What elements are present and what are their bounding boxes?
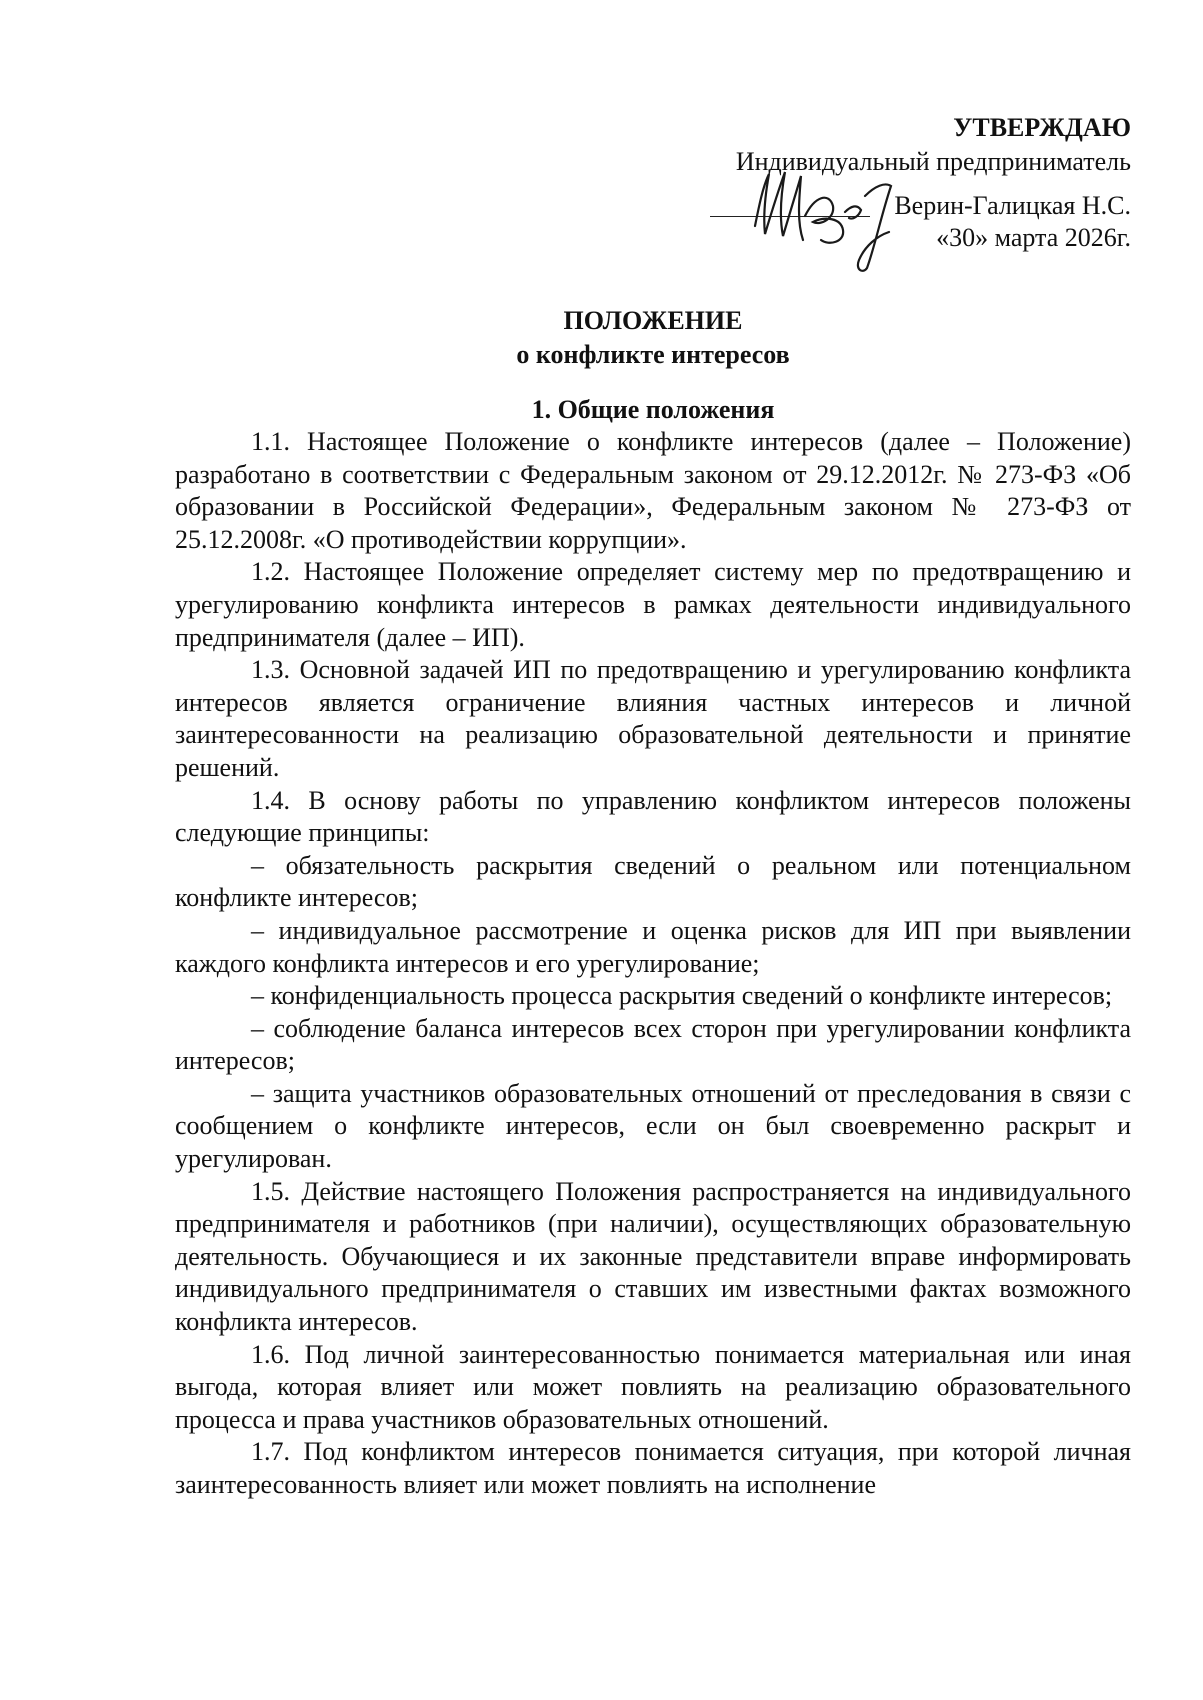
- paragraph: 1.6. Под личной заинтересованностью понимается материальная или иная выгода, которая влияет или может повлиять на реализацию образовательного процесса и права участников образовательных отношений.: [175, 1339, 1131, 1434]
- approval-title: УТВЕРЖДАЮ: [953, 113, 1131, 142]
- paragraph: 1.7. Под конфликтом интересов понимается ситуация, при которой личная заинтересованность влияет или может повлиять на исполнение: [175, 1437, 1131, 1499]
- approval-block: [175, 112, 1131, 252]
- list-item: – индивидуальное рассмотрение и оценка рисков для ИП при выявлении каждого конфликта интересов и его урегулирование;: [175, 915, 1131, 978]
- paragraph: 1.2. Настоящее Положение определяет систему мер по предотвращению и урегулированию конфликта интересов в рамках деятельности индивидуального предпринимателя (далее – ИП).: [175, 557, 1131, 652]
- approval-position: Индивидуальный предприниматель: [735, 147, 1131, 176]
- list-item: – конфиденциальность процесса раскрытия сведений о конфликте интересов;: [251, 981, 1113, 1011]
- paragraph: 1.4. В основу работы по управлению конфликтом интересов положены следующие принципы:: [175, 785, 1131, 848]
- document-title: ПОЛОЖЕНИЕ: [563, 306, 743, 335]
- paragraph: 1.5. Действие настоящего Положения распространяется на индивидуального предпринимателя и работников (при наличии), осуществляющих образовательную деятельность. Обучающиеся и их законные представители вправе информировать индивидуального предпринимателя о ставших им известными фактах возможного конфликта интересов.: [175, 1176, 1131, 1337]
- paragraph: 1.1. Настоящее Положение о конфликте интересов (далее – Положение) разработано в соответствии с Федеральным законом от 29.12.2012г. № 273-ФЗ «Об образовании в Российской Федерации», Федеральным законом № 273-ФЗ от 25.12.2008г. «О противодействии коррупции».: [175, 427, 1131, 554]
- list-item: – соблюдение баланса интересов всех сторон при урегулировании конфликта интересов;: [175, 1013, 1131, 1076]
- approver-name: Верин-Галицкая Н.С.: [894, 191, 1131, 220]
- document-title-block: [175, 304, 1131, 372]
- approval-date: «30» марта 2026г.: [936, 223, 1131, 252]
- handwritten-signature: [725, 156, 915, 276]
- document-page: [175, 112, 1131, 1502]
- list-item: – защита участников образовательных отношений от преследования в связи с сообщением о конфликте интересов, если он был своевременно раскрыт и урегулирован.: [175, 1078, 1131, 1174]
- signature-row: [175, 178, 1131, 252]
- list-item: – обязательность раскрытия сведений о реальном или потенциальном конфликте интересов;: [175, 850, 1131, 913]
- paragraph: 1.3. Основной задачей ИП по предотвращению и урегулированию конфликта интересов является ограничение влияния частных интересов и личной заинтересованности на реализацию образовательной деятельности и принятие решений.: [175, 655, 1131, 782]
- document-subtitle: о конфликте интересов: [516, 340, 790, 369]
- section-heading: 1. Общие положения: [531, 395, 775, 424]
